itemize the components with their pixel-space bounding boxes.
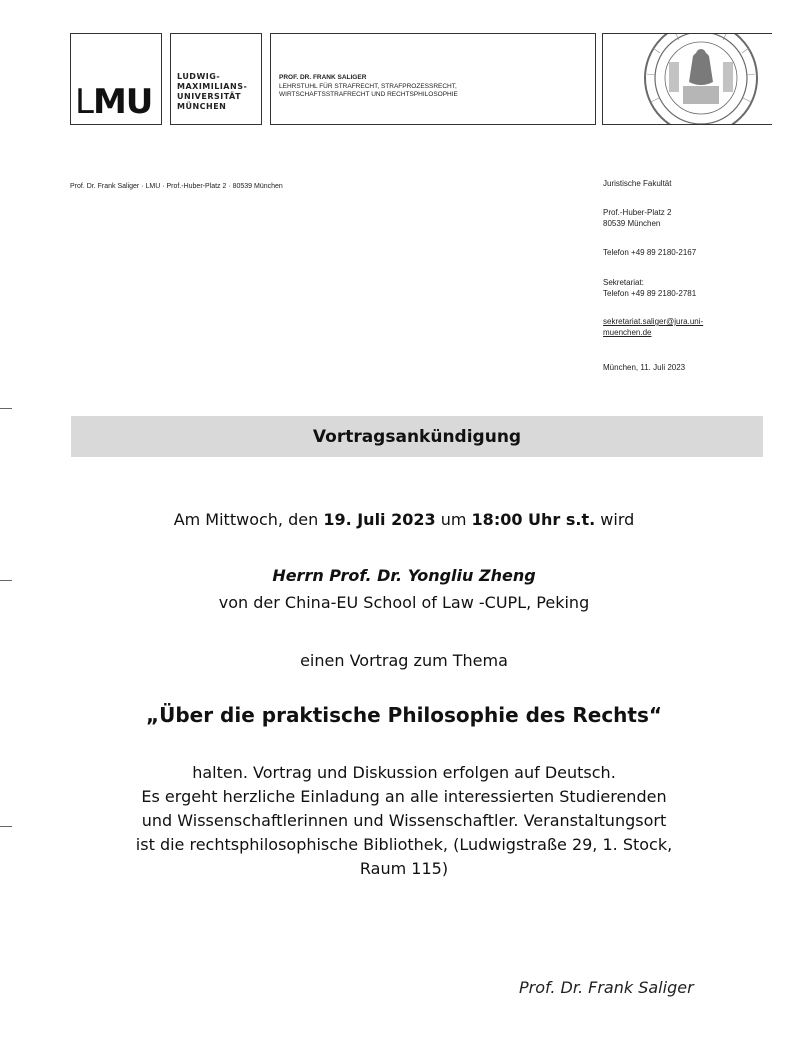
event-date: 19. Juli 2023	[323, 510, 436, 529]
secretariat-label: Sekretariat:	[603, 278, 644, 287]
intro-line: Am Mittwoch, den 19. Juli 2023 um 18:00 Uhr s.t. wird	[173, 510, 635, 529]
speaker-affiliation: von der China-EU School of Law -CUPL, Peking	[218, 593, 590, 612]
phone-number: Telefon +49 89 2180-2167	[603, 248, 697, 257]
university-name-box	[170, 33, 262, 125]
university-seal-icon	[603, 34, 772, 125]
address-city: 80539 München	[603, 219, 661, 228]
speaker-name: Herrn Prof. Dr. Yongliu Zheng	[272, 566, 536, 585]
email-link[interactable]: sekretariat.saliger@jura.uni- muenchen.de	[603, 317, 704, 337]
lmu-logo: LMU	[75, 82, 153, 122]
university-seal-box	[602, 33, 772, 125]
page-title: Vortragsankündigung	[312, 427, 522, 447]
signature: Prof. Dr. Frank Saliger	[519, 978, 694, 997]
fold-mark	[0, 580, 12, 581]
address-street: Prof.-Huber-Platz 2	[603, 208, 672, 217]
sender-address-line: Prof. Dr. Frank Saliger · LMU · Prof.-Huber-Platz 2 · 80539 München	[70, 183, 283, 190]
university-name: LUDWIG- MAXIMILIANS- UNIVERSITÄT MÜNCHEN	[177, 72, 248, 111]
chair-box	[270, 33, 596, 125]
fold-mark	[0, 408, 12, 409]
lmu-logo-box	[70, 33, 162, 125]
body-paragraph: halten. Vortrag und Diskussion erfolgen auf Deutsch. Es ergeht herzliche Einladung an alle interessierten Studierenden und Wissenschaftlerinnen und Wissenschaftler. Veranstaltungsort ist die rechtsphilosophische Bibliothek, (Ludwigstraße 29, 1. Stock, Raum 115)	[135, 763, 673, 878]
fold-mark	[0, 826, 12, 827]
heading-band	[71, 416, 763, 457]
faculty-name: Juristische Fakultät	[603, 179, 672, 188]
talk-title: „Über die praktische Philosophie des Rechts“	[145, 703, 663, 727]
letter-date: München, 11. Juli 2023	[603, 363, 686, 372]
event-time: 18:00 Uhr s.t.	[471, 510, 596, 529]
secretariat-phone: Telefon +49 89 2180-2781	[603, 289, 697, 298]
chair-text: PROF. DR. FRANK SALIGER LEHRSTUHL FÜR STRAFRECHT, STRAFPROZESSRECHT, WIRTSCHAFTSSTRAFRECHT UND RECHTSPHILOSOPHIE	[279, 74, 458, 98]
thema-intro: einen Vortrag zum Thema	[300, 651, 508, 670]
